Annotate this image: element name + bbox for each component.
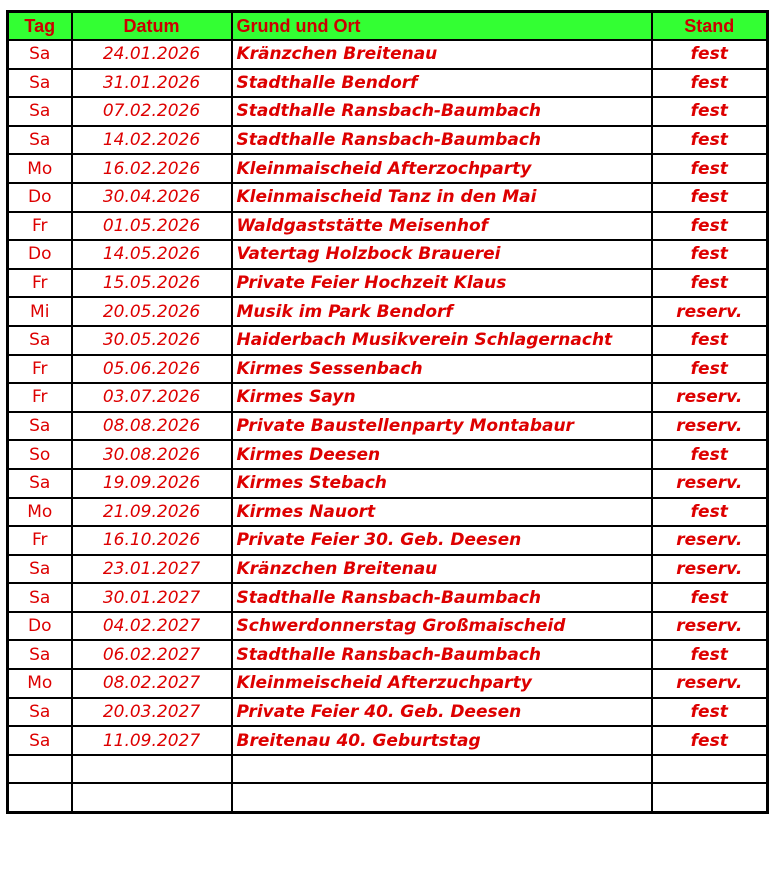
cell-stand: fest xyxy=(652,326,768,355)
cell-stand: fest xyxy=(652,355,768,384)
schedule-body xyxy=(8,40,768,813)
header-stand: Stand xyxy=(652,12,768,41)
table-row xyxy=(8,440,768,469)
table-row xyxy=(8,526,768,555)
table-row xyxy=(8,612,768,641)
cell-tag: Mo xyxy=(8,154,72,183)
cell-tag: Mo xyxy=(8,669,72,698)
cell-stand: reserv. xyxy=(652,612,768,641)
cell-grund-und-ort: Kleinmaischeid Tanz in den Mai xyxy=(232,183,652,212)
schedule-table xyxy=(6,10,769,814)
cell-stand: fest xyxy=(652,640,768,669)
table-row xyxy=(8,40,768,69)
cell-tag: Fr xyxy=(8,269,72,298)
cell-grund-und-ort: Kirmes Nauort xyxy=(232,498,652,527)
table-row xyxy=(8,640,768,669)
cell-stand: fest xyxy=(652,698,768,727)
cell-tag: Mi xyxy=(8,297,72,326)
cell-stand: fest xyxy=(652,240,768,269)
cell-stand: fest xyxy=(652,126,768,155)
cell-tag: Fr xyxy=(8,355,72,384)
cell-datum: 30.04.2026 xyxy=(72,183,232,212)
cell-stand: fest xyxy=(652,583,768,612)
cell-datum: 08.08.2026 xyxy=(72,412,232,441)
cell-grund-und-ort: Breitenau 40. Geburtstag xyxy=(232,726,652,755)
cell-stand: fest xyxy=(652,154,768,183)
cell-datum: 14.05.2026 xyxy=(72,240,232,269)
cell-tag: Do xyxy=(8,240,72,269)
cell-tag: Fr xyxy=(8,383,72,412)
table-row xyxy=(8,669,768,698)
cell-datum: 08.02.2027 xyxy=(72,669,232,698)
cell-datum: 20.03.2027 xyxy=(72,698,232,727)
cell-datum: 31.01.2026 xyxy=(72,69,232,98)
cell-tag xyxy=(8,755,72,784)
cell-grund-und-ort: Kränzchen Breitenau xyxy=(232,555,652,584)
header-datum: Datum xyxy=(72,12,232,41)
cell-stand: fest xyxy=(652,212,768,241)
cell-tag: Mo xyxy=(8,498,72,527)
table-row xyxy=(8,412,768,441)
cell-stand: reserv. xyxy=(652,555,768,584)
cell-datum: 07.02.2026 xyxy=(72,97,232,126)
cell-grund-und-ort xyxy=(232,755,652,784)
cell-stand: fest xyxy=(652,498,768,527)
cell-tag: Sa xyxy=(8,97,72,126)
cell-datum: 16.10.2026 xyxy=(72,526,232,555)
cell-datum xyxy=(72,755,232,784)
cell-tag: So xyxy=(8,440,72,469)
cell-grund-und-ort: Musik im Park Bendorf xyxy=(232,297,652,326)
table-row xyxy=(8,383,768,412)
cell-stand: reserv. xyxy=(652,469,768,498)
cell-grund-und-ort: Private Feier 30. Geb. Deesen xyxy=(232,526,652,555)
cell-grund-und-ort: Kirmes Deesen xyxy=(232,440,652,469)
cell-datum: 03.07.2026 xyxy=(72,383,232,412)
table-row xyxy=(8,183,768,212)
header-grund-und-ort: Grund und Ort xyxy=(232,12,652,41)
table-row xyxy=(8,154,768,183)
cell-stand: fest xyxy=(652,97,768,126)
cell-stand: fest xyxy=(652,40,768,69)
cell-grund-und-ort: Private Feier 40. Geb. Deesen xyxy=(232,698,652,727)
cell-datum: 15.05.2026 xyxy=(72,269,232,298)
cell-stand: reserv. xyxy=(652,383,768,412)
cell-grund-und-ort: Private Feier Hochzeit Klaus xyxy=(232,269,652,298)
cell-tag: Sa xyxy=(8,412,72,441)
table-row xyxy=(8,555,768,584)
table-row xyxy=(8,355,768,384)
cell-stand: fest xyxy=(652,726,768,755)
schedule-header xyxy=(8,12,768,41)
header-tag: Tag xyxy=(8,12,72,41)
cell-grund-und-ort: Stadthalle Bendorf xyxy=(232,69,652,98)
cell-datum: 24.01.2026 xyxy=(72,40,232,69)
table-row xyxy=(8,212,768,241)
table-row xyxy=(8,498,768,527)
table-row xyxy=(8,269,768,298)
cell-stand: reserv. xyxy=(652,412,768,441)
table-row xyxy=(8,97,768,126)
cell-tag: Do xyxy=(8,612,72,641)
table-row xyxy=(8,583,768,612)
cell-datum: 30.01.2027 xyxy=(72,583,232,612)
cell-tag: Sa xyxy=(8,40,72,69)
cell-tag: Sa xyxy=(8,640,72,669)
cell-tag xyxy=(8,783,72,812)
cell-stand: reserv. xyxy=(652,669,768,698)
cell-stand: fest xyxy=(652,269,768,298)
cell-grund-und-ort: Stadthalle Ransbach-Baumbach xyxy=(232,640,652,669)
cell-grund-und-ort: Stadthalle Ransbach-Baumbach xyxy=(232,583,652,612)
cell-tag: Sa xyxy=(8,69,72,98)
cell-datum: 30.08.2026 xyxy=(72,440,232,469)
cell-grund-und-ort: Kränzchen Breitenau xyxy=(232,40,652,69)
schedule-container xyxy=(6,10,766,814)
table-row xyxy=(8,783,768,812)
cell-grund-und-ort: Stadthalle Ransbach-Baumbach xyxy=(232,126,652,155)
cell-grund-und-ort: Private Baustellenparty Montabaur xyxy=(232,412,652,441)
cell-grund-und-ort: Haiderbach Musikverein Schlagernacht xyxy=(232,326,652,355)
cell-stand: fest xyxy=(652,183,768,212)
cell-datum: 06.02.2027 xyxy=(72,640,232,669)
cell-tag: Fr xyxy=(8,212,72,241)
cell-grund-und-ort: Kleinmeischeid Afterzuchparty xyxy=(232,669,652,698)
cell-stand: fest xyxy=(652,440,768,469)
cell-tag: Sa xyxy=(8,726,72,755)
cell-stand: reserv. xyxy=(652,526,768,555)
cell-stand: fest xyxy=(652,69,768,98)
cell-grund-und-ort: Kleinmaischeid Afterzochparty xyxy=(232,154,652,183)
table-row xyxy=(8,469,768,498)
cell-datum: 04.02.2027 xyxy=(72,612,232,641)
cell-grund-und-ort: Kirmes Sayn xyxy=(232,383,652,412)
cell-datum: 01.05.2026 xyxy=(72,212,232,241)
cell-tag: Fr xyxy=(8,526,72,555)
cell-tag: Sa xyxy=(8,126,72,155)
table-row xyxy=(8,755,768,784)
cell-tag: Sa xyxy=(8,469,72,498)
cell-datum: 23.01.2027 xyxy=(72,555,232,584)
table-row xyxy=(8,326,768,355)
cell-grund-und-ort: Kirmes Sessenbach xyxy=(232,355,652,384)
cell-datum: 20.05.2026 xyxy=(72,297,232,326)
cell-datum: 11.09.2027 xyxy=(72,726,232,755)
cell-stand: reserv. xyxy=(652,297,768,326)
cell-grund-und-ort: Waldgaststätte Meisenhof xyxy=(232,212,652,241)
cell-datum: 14.02.2026 xyxy=(72,126,232,155)
cell-tag: Do xyxy=(8,183,72,212)
cell-datum: 30.05.2026 xyxy=(72,326,232,355)
cell-tag: Sa xyxy=(8,555,72,584)
cell-grund-und-ort xyxy=(232,783,652,812)
cell-datum xyxy=(72,783,232,812)
cell-grund-und-ort: Vatertag Holzbock Brauerei xyxy=(232,240,652,269)
cell-tag: Sa xyxy=(8,583,72,612)
cell-grund-und-ort: Schwerdonnerstag Großmaischeid xyxy=(232,612,652,641)
table-row xyxy=(8,69,768,98)
cell-tag: Sa xyxy=(8,326,72,355)
cell-datum: 16.02.2026 xyxy=(72,154,232,183)
table-row xyxy=(8,698,768,727)
table-row xyxy=(8,240,768,269)
cell-datum: 05.06.2026 xyxy=(72,355,232,384)
cell-datum: 19.09.2026 xyxy=(72,469,232,498)
cell-stand xyxy=(652,755,768,784)
table-row xyxy=(8,126,768,155)
table-row xyxy=(8,726,768,755)
table-row xyxy=(8,297,768,326)
header-row xyxy=(8,12,768,41)
cell-datum: 21.09.2026 xyxy=(72,498,232,527)
cell-grund-und-ort: Stadthalle Ransbach-Baumbach xyxy=(232,97,652,126)
cell-tag: Sa xyxy=(8,698,72,727)
cell-grund-und-ort: Kirmes Stebach xyxy=(232,469,652,498)
cell-stand xyxy=(652,783,768,812)
